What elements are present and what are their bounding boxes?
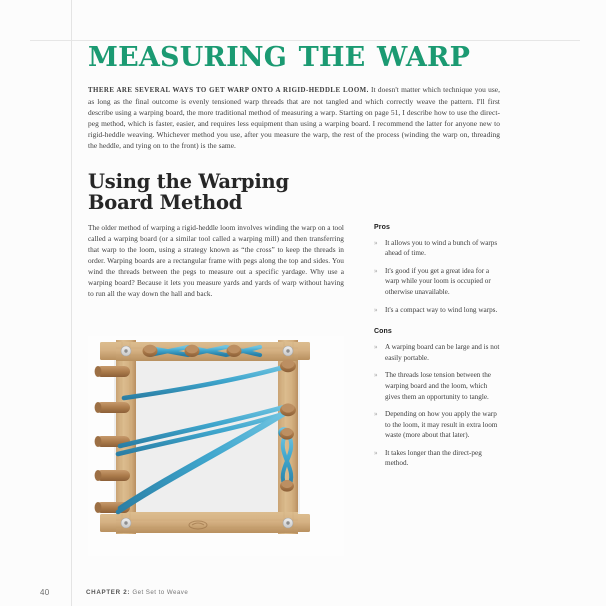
list-item <box>374 342 500 363</box>
list-item-text: It's good if you get a great idea for a warp while your loom is occupied or otherwise unavailable. <box>385 266 491 296</box>
bullet-icon: » <box>374 266 378 275</box>
page-number: 40 <box>40 588 50 597</box>
list-item-text: A warping board can be large and is not easily portable. <box>385 343 500 362</box>
list-item <box>374 238 500 259</box>
subheading-line-1: Using the Warping <box>88 169 289 193</box>
intro-paragraph <box>88 84 500 152</box>
running-head-chapter: CHAPTER 2: <box>86 589 131 596</box>
pros-list <box>374 238 500 316</box>
list-item-text: Depending on how you apply the warp to the loom, it may result in extra loom waste (more about that later). <box>385 410 498 440</box>
intro-rest: It doesn't matter which technique you use, as long as the final outcome is evenly tensioned warp threads that are not tangled and which correctly weave the pattern. I'll first describe using a warping board, the more traditional method of measuring a warp. Starting on page 51, I describe how to use the direct-peg method, which is faster, easier, and requires less equipment than using a warping board. I recommend the latter for anyone new to rigid-heddle weaving. Whichever method you use, after you measure the warp, the rest of the process (winding the warp on, threading the heddle, and tying on to the front) is the same. <box>88 85 501 151</box>
main-column <box>88 222 344 299</box>
list-item <box>374 305 500 316</box>
list-item <box>374 370 500 402</box>
bullet-icon: » <box>374 343 378 352</box>
section-subheading <box>88 171 500 213</box>
list-item-text: It takes longer than the direct-peg method. <box>385 448 482 468</box>
list-item-text: It's a compact way to wind long warps. <box>385 305 498 314</box>
list-item-text: The threads lose tension between the warping board and the loom, which gives them an opportunity to tangle. <box>385 371 491 401</box>
running-head-title: Get Set to Weave <box>132 589 189 596</box>
cons-list <box>374 342 500 469</box>
subheading-line-2: Board Method <box>88 190 243 214</box>
page-title: MEASURING THE WARP <box>88 42 471 73</box>
warping-board-photo <box>88 336 344 556</box>
list-item-text: It allows you to wind a bunch of warps ahead of time. <box>385 238 498 258</box>
intro-lead: THERE ARE SEVERAL WAYS TO GET WARP ONTO A RIGID-HEDDLE LOOM. <box>88 87 369 94</box>
bullet-icon: » <box>374 305 378 314</box>
running-head <box>86 589 188 596</box>
header-rule <box>30 40 580 41</box>
cons-heading: Cons <box>374 328 392 336</box>
list-item <box>374 409 500 441</box>
warping-board-illustration <box>88 336 344 556</box>
list-item <box>374 266 500 298</box>
bullet-icon: » <box>374 448 378 457</box>
margin-rule <box>71 0 72 606</box>
list-item <box>374 448 500 469</box>
bullet-icon: » <box>374 410 378 419</box>
pros-heading: Pros <box>374 223 390 231</box>
pros-cons-sidebar <box>374 222 500 477</box>
bullet-icon: » <box>374 238 378 247</box>
bullet-icon: » <box>374 371 378 380</box>
body-paragraph: The older method of warping a rigid-heddle loom involves winding the warp on a tool called a warping board (or a similar tool called a warping mill) and then transferring that warp to the loom, using a strategy known as “the cross” to keep the threads in order. Warping boards are a rectangular frame with pegs along the top and sides. You wind the threads between the pegs to measure out a specific yardage. Why use a warping board? Because it lets you measure yards and yards of warp without having to run all the way down the hall and back. <box>88 222 344 298</box>
